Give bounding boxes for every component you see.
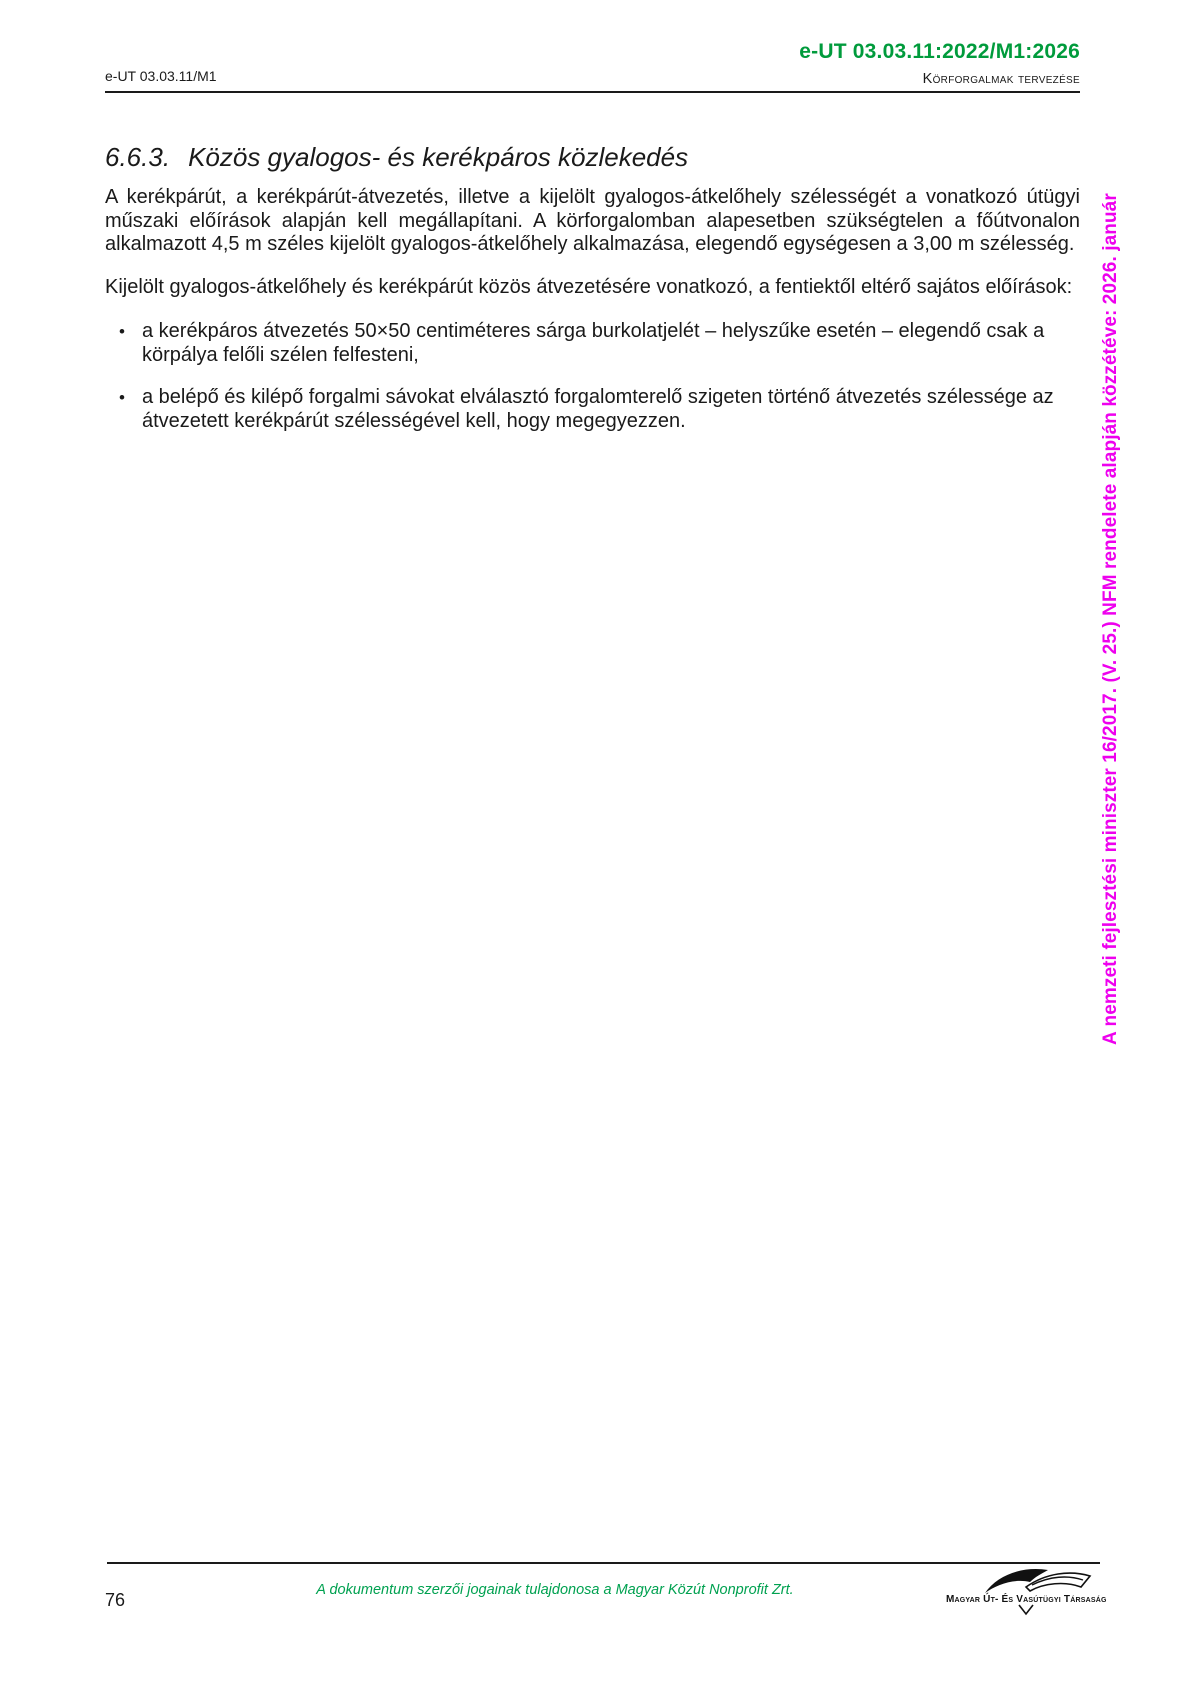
bullet-text: a kerékpáros átvezetés 50×50 centiméteres sárga burkolatjelét – helyszűke esetén – elegendő csak a körpálya felőli szélen felfesteni,: [142, 320, 1045, 366]
vertical-margin-note: A nemzeti fejlesztési miniszter 16/2017. (V. 25.) NFM rendelete alapján közzétéve: 2026. január: [1100, 193, 1121, 1045]
header-doc-code-short: e-UT 03.03.11/M1: [105, 68, 217, 84]
bullet-text: a belépő és kilépő forgalmi sávokat elválasztó forgalomterelő szigeten történő átvezetés szélessége az átvezetett kerékpárút szélességével kell, hogy megegyezzen.: [142, 386, 1054, 432]
bullet-list: [105, 320, 1080, 433]
paragraph-1: A kerékpárút, a kerékpárút-átvezetés, illetve a kijelölt gyalogos-átkelőhely szélességét a vonatkozó útügyi műszaki előírások alapján kell megállapítani. A körforgalomban alapesetben szükségtelen a főútvonalon alkalmazott 4,5 m széles kijelölt gyalogos-átkelőhely alkalmazása, elegendő egységesen a 3,00 m szélesség.: [105, 186, 1080, 255]
section-heading-title: Közös gyalogos- és kerékpáros közlekedés: [188, 142, 689, 172]
list-item: [105, 320, 1080, 367]
section-heading-number: 6.6.3.: [105, 142, 171, 172]
page-number: 76: [105, 1590, 126, 1610]
footer-copyright: A dokumentum szerzői jogainak tulajdonosa a Magyar Közút Nonprofit Zrt.: [316, 1582, 794, 1598]
bullet-marker-icon: •: [119, 322, 125, 341]
list-item: [105, 386, 1080, 433]
body-content: [105, 186, 1080, 452]
chevron-down-icon: [1016, 1604, 1036, 1616]
road-swoosh-icon: [984, 1564, 1096, 1596]
logo-text: Magyar Út- És Vasútügyi Társaság: [946, 1594, 1107, 1605]
header-rule: [105, 91, 1080, 93]
bullet-marker-icon: •: [119, 388, 125, 407]
section-heading: [105, 142, 688, 173]
header-doc-code-full: e-UT 03.03.11:2022/M1:2026: [799, 40, 1080, 63]
paragraph-2: Kijelölt gyalogos-átkelőhely és kerékpárút közös átvezetésére vonatkozó, a fentiektől eltérő sajátos előírások:: [105, 275, 1073, 298]
association-logo: [946, 1564, 1106, 1616]
header-section-title: Körforgalmak tervezése: [922, 71, 1080, 87]
